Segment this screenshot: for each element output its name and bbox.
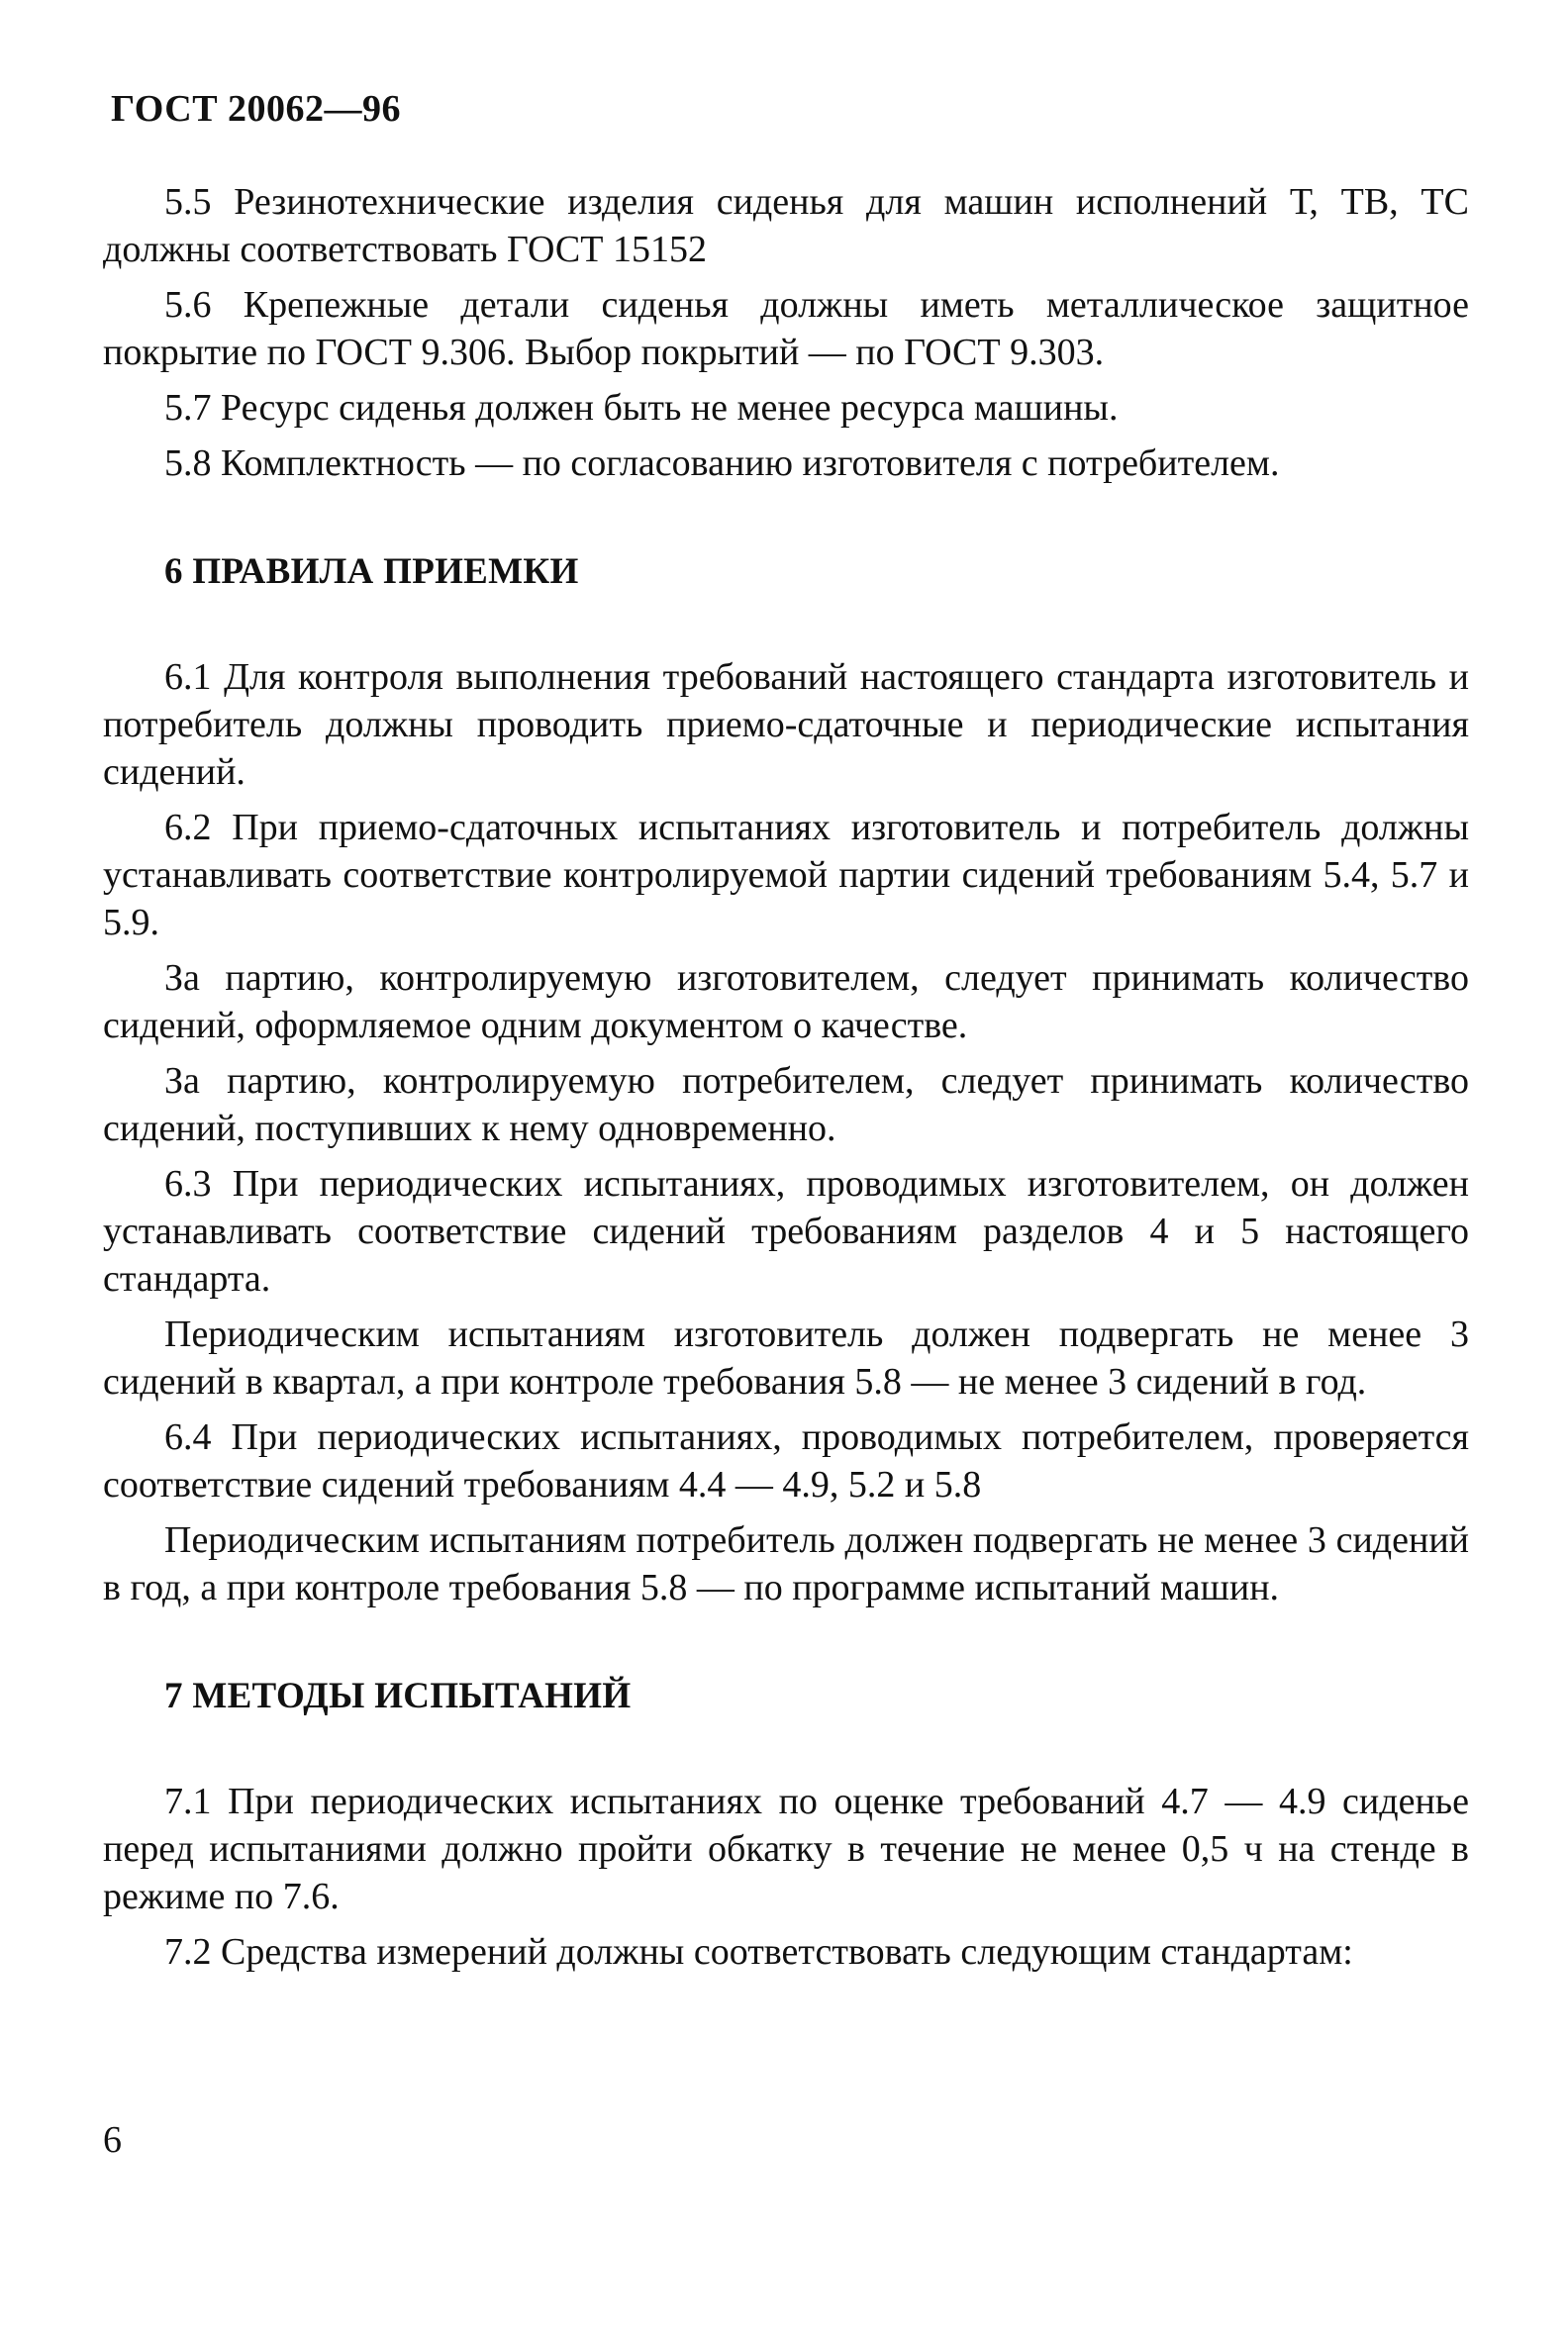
paragraph-6-4-periodic: Периодическим испытаниям потребитель должен подвергать не менее 3 сидений в год, а при контроле требования 5.8 — по программе испытаний машин. <box>103 1519 1469 1608</box>
paragraph-5-8: 5.8 Комплектность — по согласованию изготовителя с потребителем. <box>164 442 1280 484</box>
section-7-heading: 7 МЕТОДЫ ИСПЫТАНИЙ <box>164 1676 632 1716</box>
document-header: ГОСТ 20062—96 <box>111 88 402 130</box>
paragraph-6-3-periodic: Периодическим испытаниям изготовитель должен подвергать не менее 3 сидений в квартал, а при контроле требования 5.8 — не менее 3 сидений в год. <box>103 1313 1469 1403</box>
paragraph-6-2-consumer-batch: За партию, контролируемую потребителем, следует принимать количество сидений, поступивших к нему одновременно. <box>103 1060 1469 1149</box>
paragraph-6-2: 6.2 При приемо-сдаточных испытаниях изготовитель и потребитель должны устанавливать соответствие контролируемой партии сидений требованиям 5.4, 5.7 и 5.9. <box>103 807 1469 943</box>
paragraph-6-4: 6.4 При периодических испытаниях, проводимых потребителем, проверяется соответствие сидений требованиям 4.4 — 4.9, 5.2 и 5.8 <box>103 1416 1469 1506</box>
paragraph-7-2: 7.2 Средства измерений должны соответствовать следующим стандартам: <box>164 1931 1353 1973</box>
paragraph-6-3: 6.3 При периодических испытаниях, проводимых изготовителем, он должен устанавливать соответствие сидений требованиям разделов 4 и 5 настоящего стандарта. <box>103 1163 1469 1300</box>
paragraph-6-2-manufacturer-batch: За партию, контролируемую изготовителем, следует принимать количество сидений, оформляемое одним документом о качестве. <box>103 957 1469 1046</box>
paragraph-5-6: 5.6 Крепежные детали сиденья должны иметь металлическое защитное покрытие по ГОСТ 9.306. Выбор покрытий — по ГОСТ 9.303. <box>103 284 1469 373</box>
page-number: 6 <box>103 2119 122 2161</box>
paragraph-5-5: 5.5 Резинотехнические изделия сиденья для машин исполнений Т, ТВ, ТС должны соответствовать ГОСТ 15152 <box>103 181 1469 270</box>
paragraph-6-1: 6.1 Для контроля выполнения требований настоящего стандарта изготовитель и потребитель должны проводить приемо-сдаточные и периодические испытания сидений. <box>103 656 1469 793</box>
section-6-heading: 6 ПРАВИЛА ПРИЕМКИ <box>164 551 579 592</box>
paragraph-5-7: 5.7 Ресурс сиденья должен быть не менее ресурса машины. <box>164 387 1119 429</box>
document-body <box>103 178 1469 1984</box>
paragraph-7-1: 7.1 При периодических испытаниях по оценке требований 4.7 — 4.9 сиденье перед испытаниями должно пройти обкатку в течение не менее 0,5 ч на стенде в режиме по 7.6. <box>103 1781 1469 1917</box>
